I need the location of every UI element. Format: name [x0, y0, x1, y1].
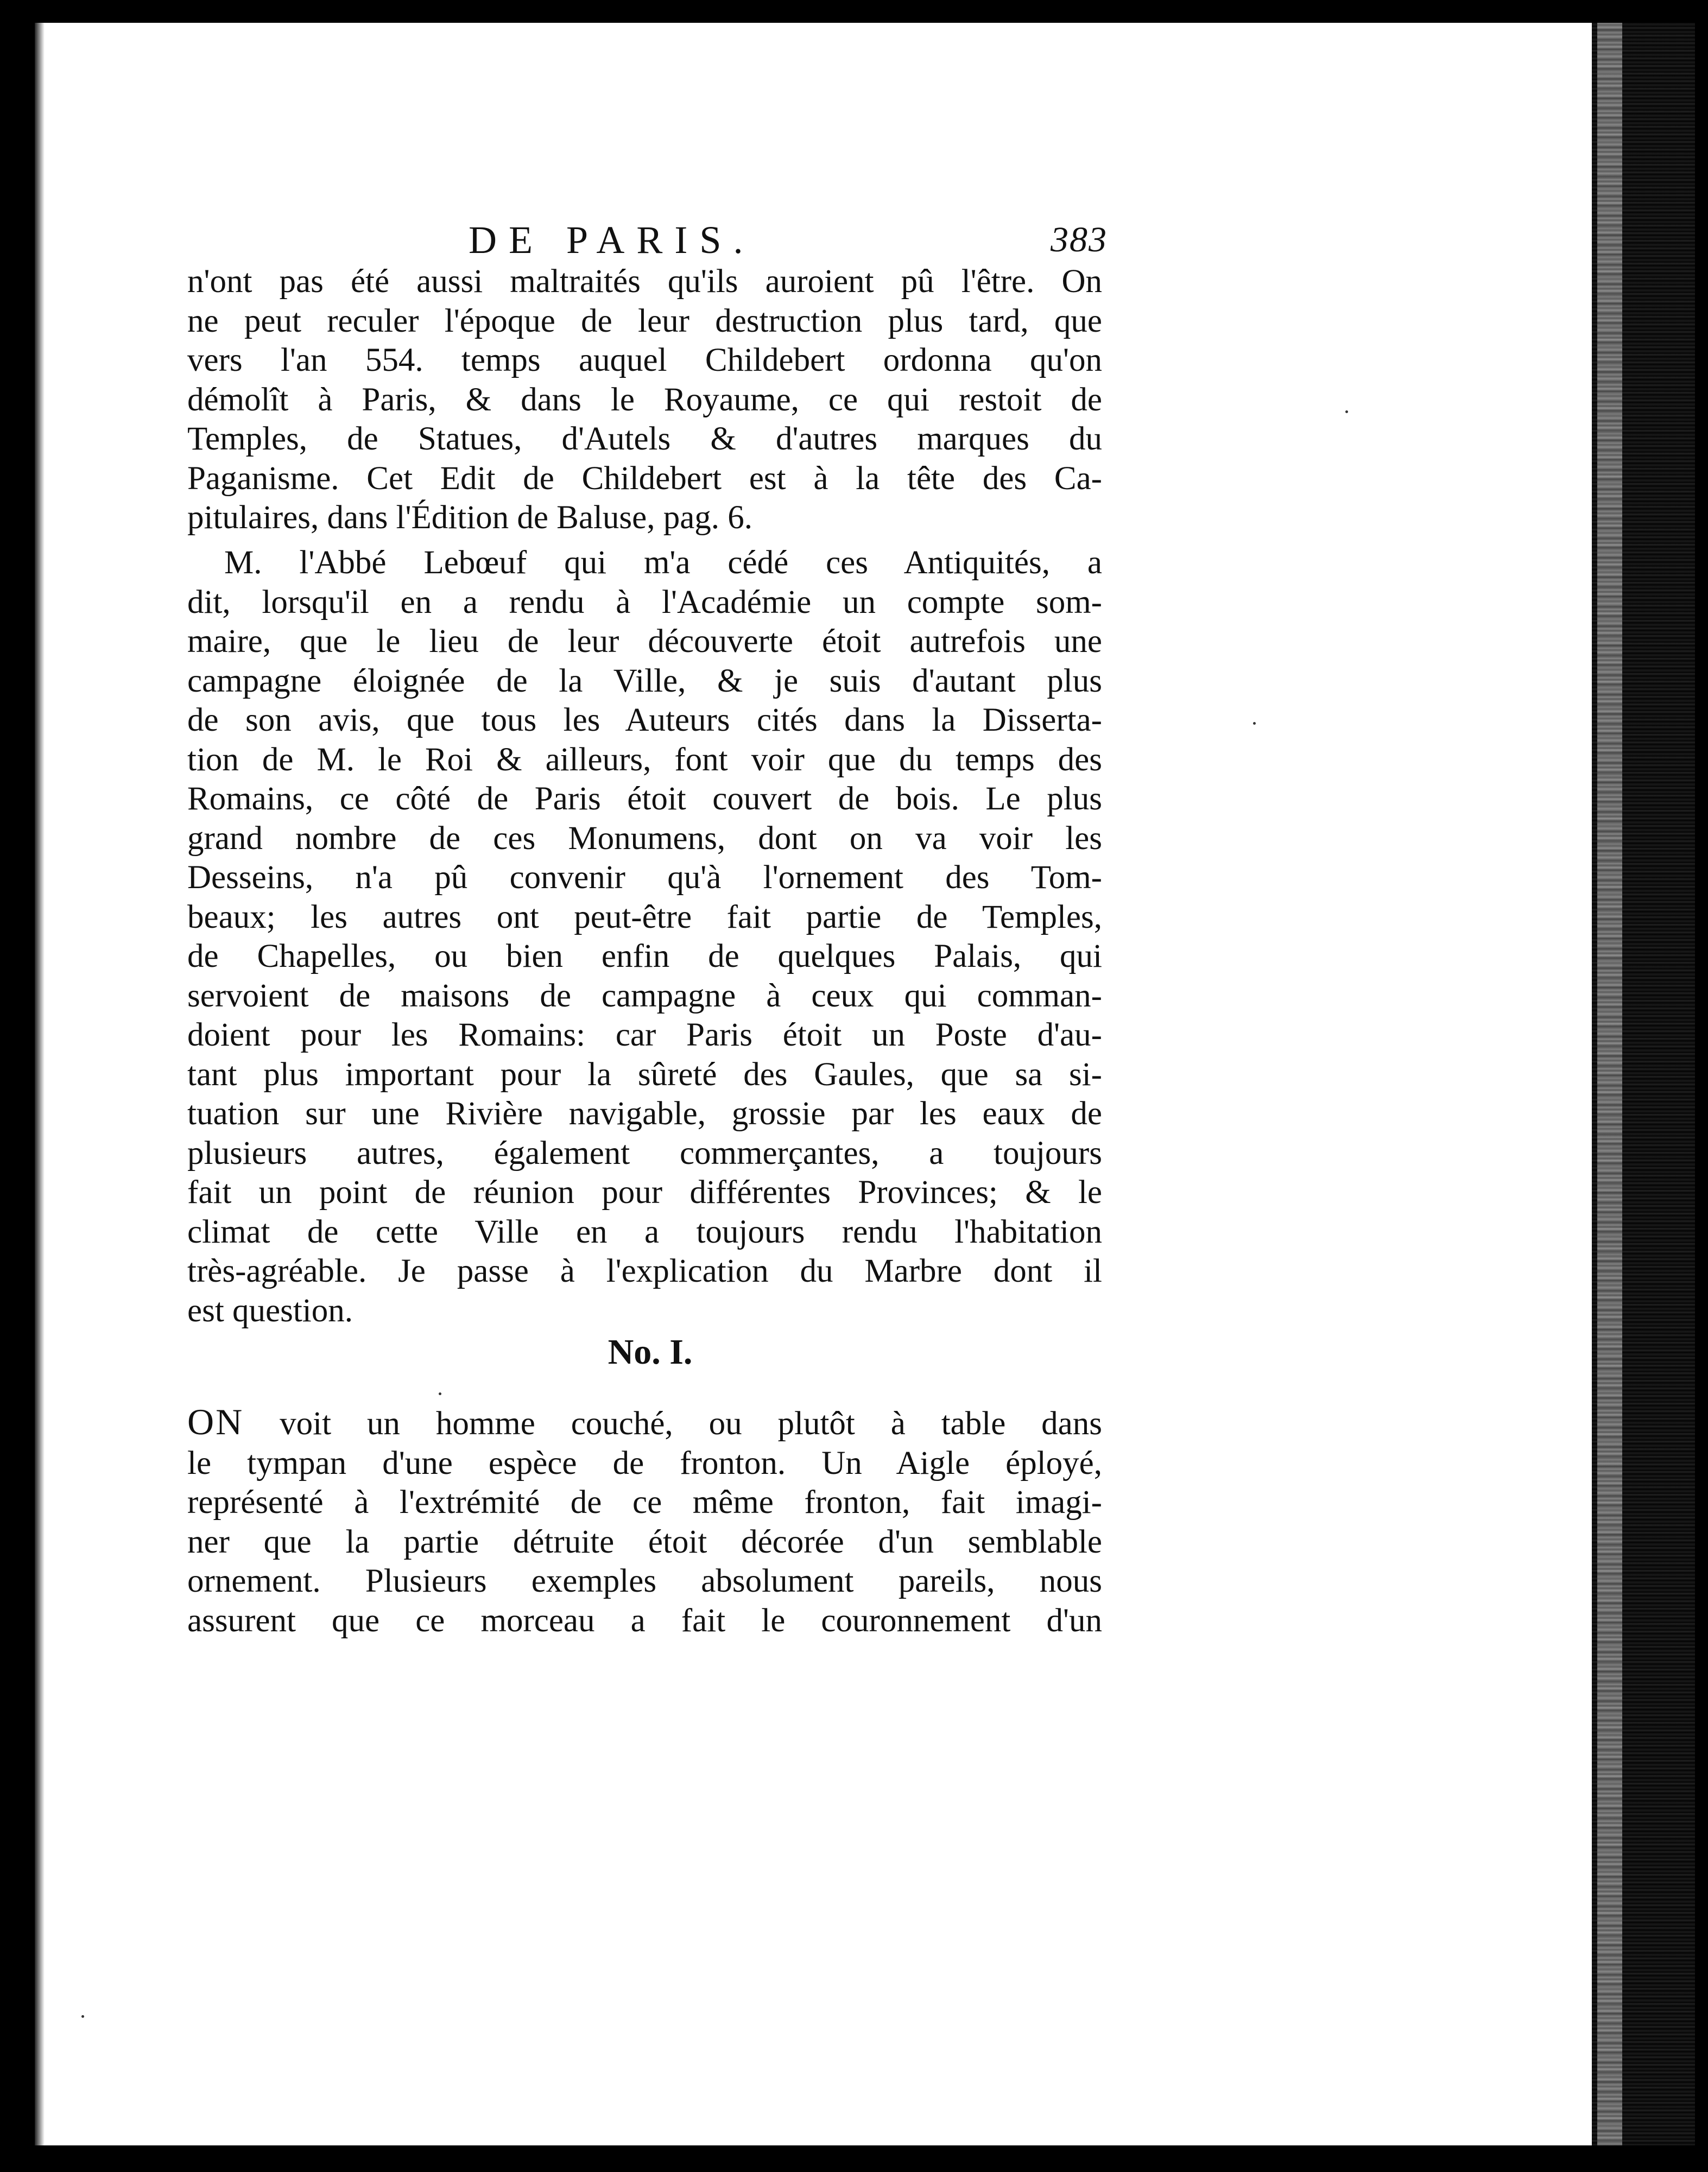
page-number: 383 [1051, 220, 1108, 259]
text-line: dit, lorsqu'il en a rendu à l'Académie un compte som- [187, 584, 1102, 620]
scan-speck [1345, 410, 1348, 413]
text-line [187, 1402, 1102, 1444]
text-line: fait un point de réunion pour différentes Provinces; & le [187, 1174, 1102, 1211]
section-heading: No. I. [608, 1332, 693, 1372]
text-line: Romains, ce côté de Paris étoit couvert de bois. Le plus [187, 781, 1102, 817]
text-line: maire, que le lieu de leur découverte étoit autrefois une [187, 623, 1102, 660]
text-line: le tympan d'une espèce de fronton. Un Aigle éployé, [187, 1445, 1102, 1481]
paragraph-3 [187, 1402, 1102, 1641]
binding-gutter [35, 23, 45, 2145]
text-line: assurent que ce morceau a fait le couronnement d'un [187, 1602, 1102, 1639]
text-line: tuation sur une Rivière navigable, grossie par les eaux de [187, 1096, 1102, 1132]
page-edges-texture [1597, 23, 1622, 2145]
scan-speck [439, 1392, 441, 1395]
text-line: de son avis, que tous les Auteurs cités dans la Disserta- [187, 702, 1102, 738]
text-line: vers l'an 554. temps auquel Childebert ordonna qu'on [187, 342, 1102, 378]
text-line: Paganisme. Cet Edit de Childebert est à la tête des Ca- [187, 460, 1102, 497]
text-line: Desseins, n'a pû convenir qu'à l'ornement des Tom- [187, 859, 1102, 896]
text-line: tion de M. le Roi & ailleurs, font voir que du temps des [187, 741, 1102, 778]
text-line: M. l'Abbé Lebœuf qui m'a cédé ces Antiquités, a [224, 544, 1102, 581]
text-line: ornement. Plusieurs exemples absolument pareils, nous [187, 1563, 1102, 1599]
text-line: démolît à Paris, & dans le Royaume, ce qui restoit de [187, 381, 1102, 418]
text-line: beaux; les autres ont peut-être fait partie de Temples, [187, 898, 1102, 935]
text-line: n'ont pas été aussi maltraités qu'ils auroient pû l'être. On [187, 263, 1102, 300]
text-line: ner que la partie détruite étoit décorée d'un semblable [187, 1523, 1102, 1560]
scan-speck [1253, 722, 1256, 725]
text-line: grand nombre de ces Monumens, dont on va voir les [187, 820, 1102, 857]
running-head [187, 218, 1108, 262]
text-line: tant plus important pour la sûreté des Gaules, que sa si- [187, 1056, 1102, 1093]
paragraph-1 [187, 262, 1102, 538]
text-line: plusieurs autres, également commerçantes, a toujours [187, 1135, 1102, 1172]
text-line: doient pour les Romains: car Paris étoit un Poste d'au- [187, 1017, 1102, 1053]
text-line: très-agréable. Je passe à l'explication du Marbre dont il [187, 1253, 1102, 1289]
scan-speck [81, 2015, 84, 2018]
paragraph-2 [187, 543, 1102, 1331]
text-line-rest: voit un homme couché, ou plutôt à table dans [244, 1405, 1102, 1442]
text-line: climat de cette Ville en a toujours rendu l'habitation [187, 1213, 1102, 1250]
text-line: de Chapelles, ou bien enfin de quelques Palais, qui [187, 938, 1102, 974]
book-fore-edge [1592, 23, 1695, 2145]
text-line: servoient de maisons de campagne à ceux qui comman- [187, 977, 1102, 1014]
text-line: représenté à l'extrémité de ce même fronton, fait imagi- [187, 1484, 1102, 1521]
text-line: ne peut reculer l'époque de leur destruction plus tard, que [187, 302, 1102, 339]
drop-cap: ON [187, 1401, 244, 1442]
running-title: DE PARIS. [469, 218, 755, 262]
text-line: Temples, de Statues, d'Autels & d'autres marques du [187, 421, 1102, 457]
text-line: pitulaires, dans l'Édition de Baluse, pag. 6. [187, 499, 753, 536]
text-line: campagne éloignée de la Ville, & je suis d'autant plus [187, 662, 1102, 699]
text-line: est question. [187, 1292, 353, 1329]
